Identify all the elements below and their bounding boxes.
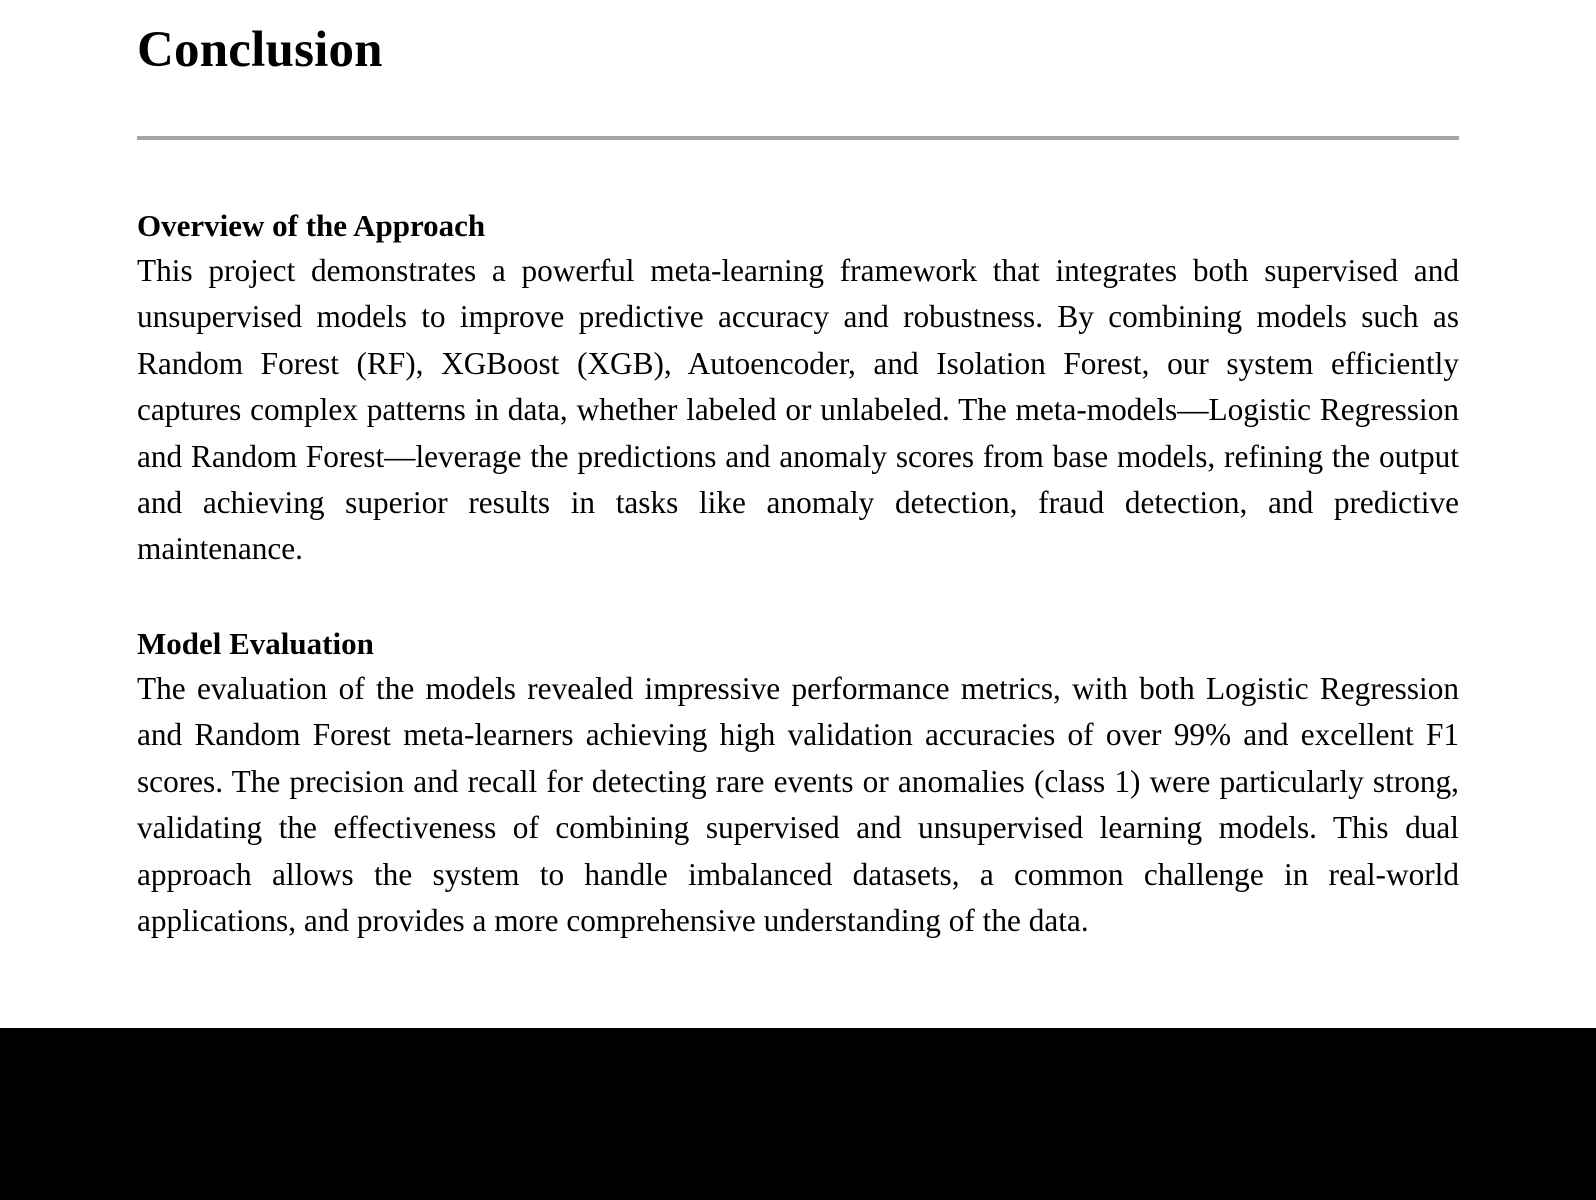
- page-title: Conclusion: [137, 22, 383, 78]
- section-heading-overview: Overview of the Approach: [137, 208, 486, 243]
- section-heading-model-evaluation: Model Evaluation: [137, 626, 374, 661]
- horizontal-divider: [137, 136, 1459, 140]
- section-model-evaluation: [137, 622, 1459, 944]
- section-body-model-evaluation: The evaluation of the models revealed impressive performance metrics, with both Logistic Regression and Random Forest meta-learners achieving high validation accuracies of over 99% and excellent F1 scores. The precision and recall for detecting rare events or anomalies (class 1) were particularly strong, validating the effectiveness of combining supervised and unsupervised learning models. This dual approach allows the system to handle imbalanced datasets, a common challenge in real-world applications, and provides a more comprehensive understanding of the data.: [137, 671, 1459, 939]
- section-overview: [137, 204, 1459, 573]
- section-body-overview: This project demonstrates a powerful meta-learning framework that integrates both supervised and unsupervised models to improve predictive accuracy and robustness. By combining models such as Random Forest (RF), XGBoost (XGB), Autoencoder, and Isolation Forest, our system efficiently captures complex patterns in data, whether labeled or unlabeled. The meta-models—Logistic Regression and Random Forest—leverage the predictions and anomaly scores from base models, refining the output and achieving superior results in tasks like anomaly detection, fraud detection, and predictive maintenance.: [137, 253, 1459, 567]
- empty-viewport-area: [0, 1028, 1596, 1200]
